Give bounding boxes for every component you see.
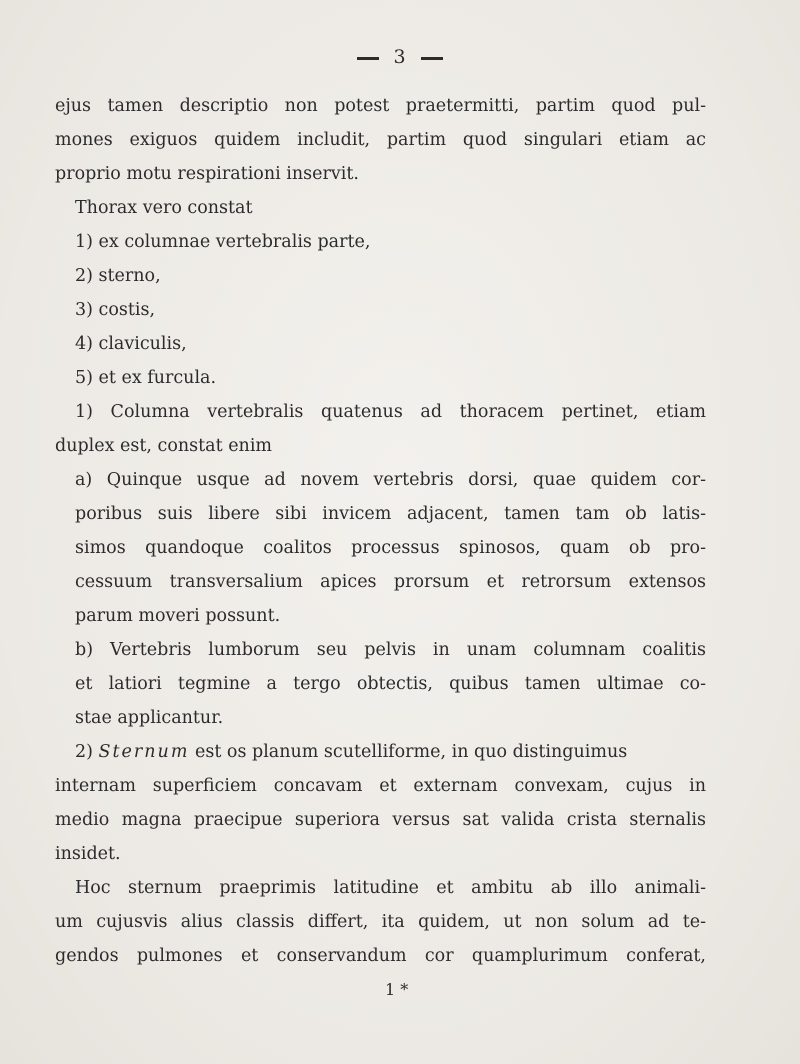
list-item: 4) claviculis, — [75, 334, 187, 354]
text-line: b) Vertebris lumborum seu pelvis in unam columnam coalitis — [75, 640, 706, 660]
text-line: cessuum transversalium apices prorsum et retrorsum extensos — [75, 572, 706, 592]
text-line: Thorax vero constat — [75, 198, 253, 218]
text-line: insidet. — [55, 844, 121, 864]
section-number: 2) — [75, 742, 99, 762]
signature-mark: 1 * — [385, 980, 409, 999]
text-line: gendos pulmones et conservandum cor quamplurimum conferat, — [55, 946, 706, 966]
list-item: 1) ex columnae vertebralis parte, — [75, 232, 371, 252]
text-line: et latiori tegmine a tergo obtectis, quibus tamen ultimae co- — [75, 674, 706, 694]
text-line: ejus tamen descriptio non potest praetermitti, partim quod pul- — [55, 96, 706, 116]
text-line: internam superficiem concavam et externam convexam, cujus in — [55, 776, 706, 796]
page-header — [0, 46, 800, 68]
page-number: 3 — [393, 46, 407, 68]
text-line: proprio motu respirationi inservit. — [55, 164, 359, 184]
term-sternum: Sternum — [98, 742, 190, 762]
list-item: 2) sterno, — [75, 266, 161, 286]
text-line: 1) Columna vertebralis quatenus ad thoracem pertinet, etiam — [75, 402, 706, 422]
text-line: a) Quinque usque ad novem vertebris dorsi, quae quidem cor- — [75, 470, 706, 490]
text-line: um cujusvis alius classis differt, ita quidem, ut non solum ad te- — [55, 912, 706, 932]
text-line: Hoc sternum praeprimis latitudine et ambitu ab illo animali- — [75, 878, 706, 898]
text-line: stae applicantur. — [75, 708, 224, 728]
text-line: poribus suis libere sibi invicem adjacent, tamen tam ob latis- — [75, 504, 706, 524]
header-dash-right — [421, 57, 443, 60]
text-line: duplex est, constat enim — [55, 436, 273, 456]
text-line: mones exiguos quidem includit, partim quod singulari etiam ac — [55, 130, 706, 150]
text-line — [75, 740, 627, 764]
list-item: 5) et ex furcula. — [75, 368, 217, 388]
text-line: simos quandoque coalitos processus spinosos, quam ob pro- — [75, 538, 706, 558]
text-fragment: est os planum scutelliforme, in quo distinguimus — [189, 742, 628, 762]
header-dash-left — [357, 57, 379, 60]
text-line: parum moveri possunt. — [75, 606, 281, 626]
text-line: medio magna praecipue superiora versus sat valida crista sternalis — [55, 810, 706, 830]
list-item: 3) costis, — [75, 300, 156, 320]
